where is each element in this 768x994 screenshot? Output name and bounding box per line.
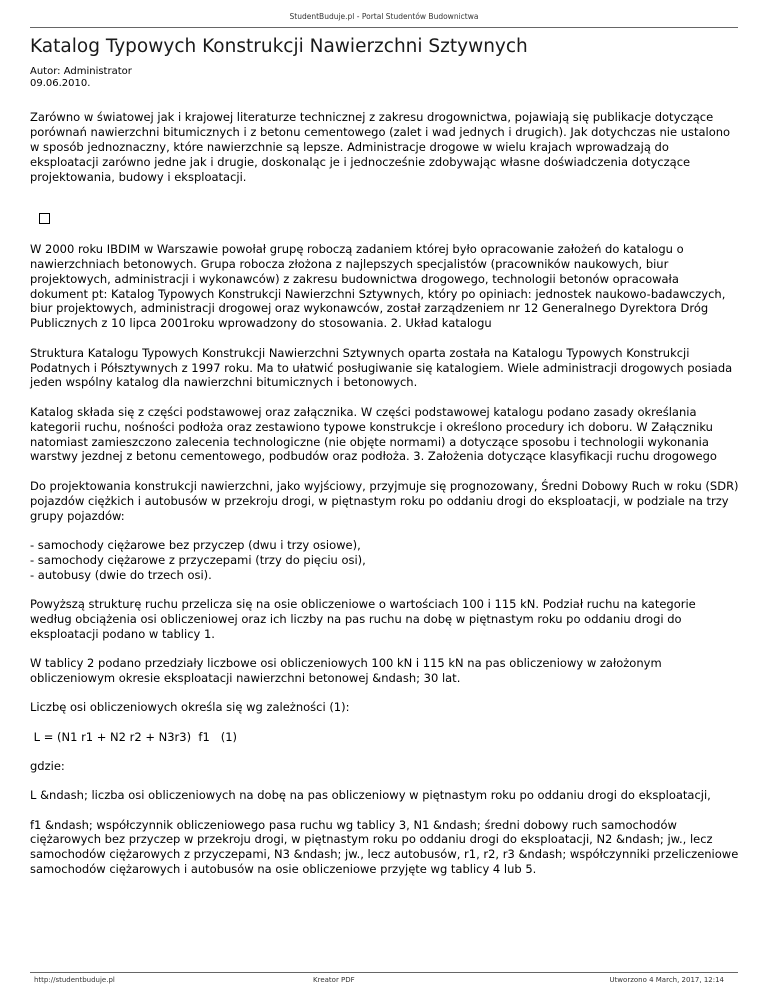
footer-url-link[interactable]: http://studentbuduje.pl — [34, 976, 115, 984]
paragraph-definition-l: L &ndash; liczba osi obliczeniowych na dobę na pas obliczeniowy w piętnastym roku po oddaniu drogi do eksploatacji, — [30, 788, 711, 803]
footer-creator: Kreator PDF — [313, 976, 355, 984]
article-date: 09.06.2010. — [30, 78, 91, 89]
list-item: - samochody ciężarowe z przyczepami (trzy do pięciu osi), — [30, 552, 366, 567]
article-author: Autor: Administrator — [30, 66, 132, 77]
list-item: - autobusy (dwie do trzech osi). — [30, 567, 212, 582]
paragraph-where: gdzie: — [30, 758, 65, 773]
list-item: - samochody ciężarowe bez przyczep (dwu i trzy osiowe), — [30, 537, 361, 552]
vehicle-group-list — [30, 538, 740, 583]
article-title: Katalog Typowych Konstrukcji Nawierzchni Sztywnych — [30, 36, 528, 57]
article-body — [30, 110, 740, 892]
image-placeholder-icon — [39, 213, 50, 224]
paragraph-structure: Struktura Katalogu Typowych Konstrukcji Nawierzchni Sztywnych oparta została na Katalogu Typowych Konstrukcji Podatnych i Półsztywnych z 1997 roku. Ma to ułatwić posługiwanie się katalogiem. Wiele administracji drogowych posiada jeden wspólny katalog dla nawierzchni bitumicznych i betonowych. — [30, 345, 733, 390]
paragraph-formula-intro: Liczbę osi obliczeniowych określa się wg zależności (1): — [30, 700, 350, 715]
paragraph-traffic: Do projektowania konstrukcji nawierzchni, jako wyjściowy, przyjmuje się prognozowany, Średni Dobowy Ruch w roku (SDR) pojazdów ciężkich i autobusów w przekroju drogi, w piętnastym roku po oddaniu drogi do eksploatacji, w podziale na trzy grupy pojazdów: — [30, 478, 739, 523]
header-divider — [30, 27, 738, 28]
footer-created-date: Utworzono 4 March, 2017, 12:14 — [609, 976, 724, 984]
paragraph-contents: Katalog składa się z części podstawowej oraz załącznika. W części podstawowej katalogu podano zasady określania kategorii ruchu, nośności podłoża oraz zestawiono typowe konstrukcje i określono procedury ich doboru. W Załączniku natomiast zamieszczono zalecenia technologiczne (nie objęte normami) a dotyczące sposobu i technologii wykonania warstwy jezdnej z betonu cementowego, podbudów oraz podłoża. 3. Założenia dotyczące klasyfikacji ruchu drogowego — [30, 404, 717, 464]
paragraph-intro: Zarówno w światowej jak i krajowej literaturze technicznej z zakresu drogownictwa, pojawiają się publikacje dotyczące porównań nawierzchni bitumicznych i z betonu cementowego (zalet i wad jednych i drugich). Jak dotychczas nie ustalono w sposób jednoznaczny, które nawierzchnie są lepsze. Administracje drogowe w wielu krajach wprowadzają do eksploatacji zarówno jedne jak i drugie, doskonaląc je i jednocześnie zdobywając własne doświadczenia dotyczące projektowania, budowy i eksploatacji. — [30, 110, 731, 184]
paragraph-axles: Powyższą strukturę ruchu przelicza się na osie obliczeniowe o wartościach 100 i 115 kN. Podział ruchu na kategorie według obciążenia osi obliczeniowej oraz ich liczby na pas ruchu na dobę w piętnastym roku po oddaniu drogi do eksploatacji podano w tablicy 1. — [30, 597, 696, 641]
article-meta — [30, 66, 132, 90]
site-header: StudentBuduje.pl - Portal Studentów Budownictwa — [289, 12, 479, 21]
footer-divider — [30, 972, 738, 973]
paragraph-definitions: f1 &ndash; współczynnik obliczeniowego pasa ruchu wg tablicy 3, N1 &ndash; średni dobowy ruch samochodów ciężarowych bez przyczep w przekroju drogi, w piętnastym roku po oddaniu drogi do eksploatacji, N2 &ndash; jw., lecz samochodów ciężarowych z przyczepami, N3 &ndash; jw., lecz autobusów, r1, r2, r3 &ndash; współczynniki przeliczeniowe samochodów ciężarowych i autobusów na osie obliczeniowe przyjęte wg tablicy 4 lub 5. — [30, 817, 739, 877]
paragraph-history: W 2000 roku IBDIM w Warszawie powołał grupę roboczą zadaniem której było opracowanie założeń do katalogu o nawierzchniach betonowych. Grupa robocza złożona z najlepszych specjalistów (pracowników naukowych, biur projektowych, administracji i wykonawców) z zakresu budownictwa drogowego, technologii betonów opracowała dokument pt: Katalog Typowych Konstrukcji Nawierzchni Sztywnych, który po opiniach: jednostek naukowo-badawczych, biur projektowych, administracji drogowej oraz wykonawców, został zarządzeniem nr 12 Generalnego Dyrektora Dróg Publicznych z 10 lipca 2001roku wprowadzony do stosowania. 2. Układ katalogu — [30, 241, 726, 331]
paragraph-table2: W tablicy 2 podano przedziały liczbowe osi obliczeniowych 100 kN i 115 kN na pas obliczeniowy w założonym obliczeniowym okresie eksploatacji nawierzchni betonowej &ndash; 30 lat. — [30, 656, 662, 686]
formula: L = (N1 r1 + N2 r2 + N3r3) f1 (1) — [30, 729, 238, 744]
